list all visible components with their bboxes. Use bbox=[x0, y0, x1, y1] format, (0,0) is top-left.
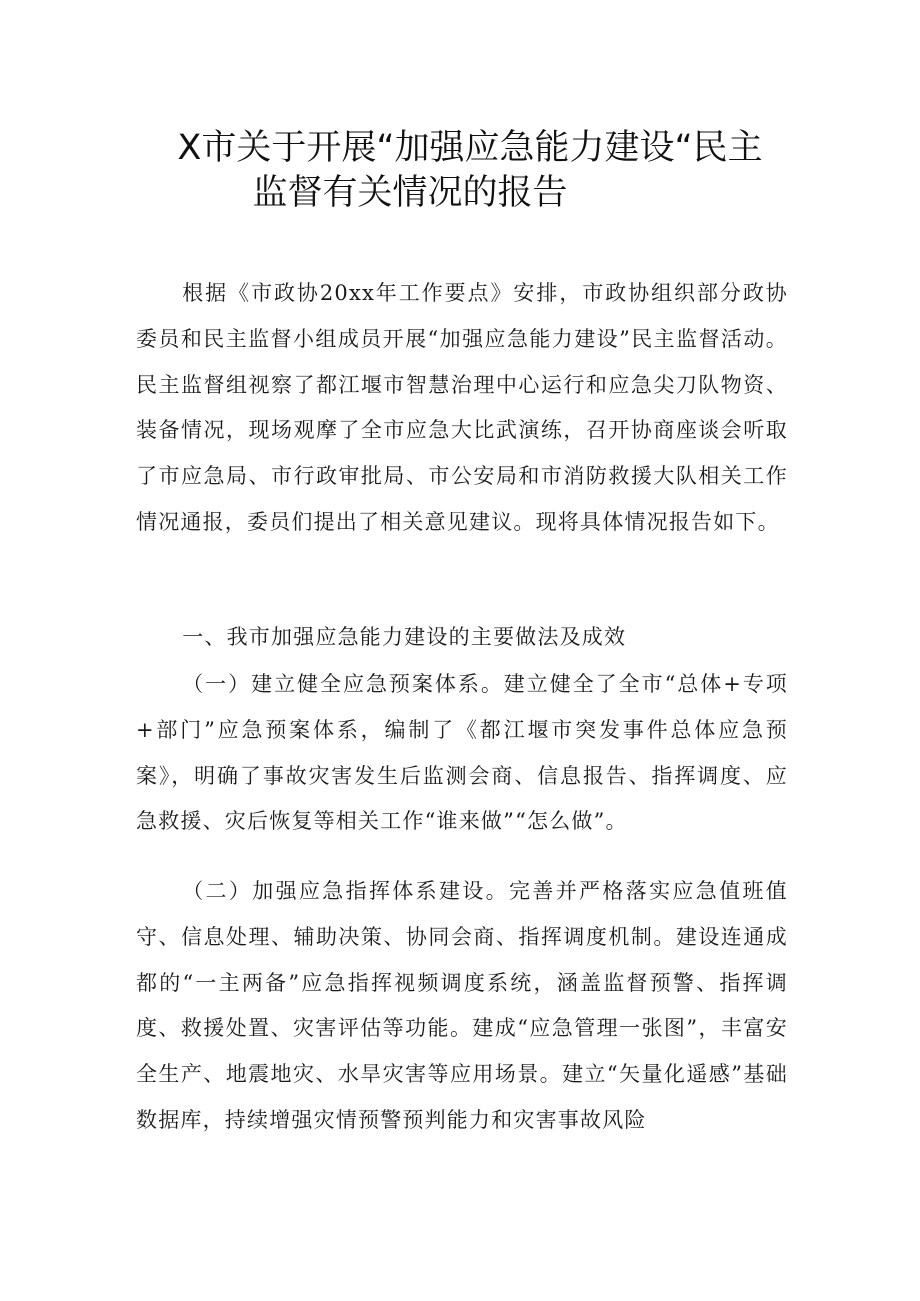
subsection-paragraph-2: （二）加强应急指挥体系建设。完善并严格落实应急值班值守、信息处理、辅助决策、协同会商、指挥调度机制。建设连通成都的“一主两备”应急指挥视频调度系统，涵盖监督预警、指挥调度、救援处置、灾害评估等功能。建成“应急管理一张图”，丰富安全生产、地震地灾、水旱灾害等应用场景。建立“矢量化遥感”基础数据库，持续增强灾情预警预判能力和灾害事故风险 bbox=[136, 879, 788, 1132]
section-heading-1: 一、我市加强应急能力建设的主要做法及成效 bbox=[182, 625, 627, 649]
document-title-line-2: 监督有关情况的报告 bbox=[252, 173, 568, 213]
intro-paragraph: 根据《市政协20xx年工作要点》安排，市政协组织部分政协委员和民主监督小组成员开展“加强应急能力建设”民主监督活动。民主监督组视察了都江堰市智慧治理中心运行和应急尖刀队物资、装备情况，现场观摩了全市应急大比武演练，召开协商座谈会听取了市应急局、市行政审批局、市公安局和市消防救援大队相关工作情况通报，委员们提出了相关意见建议。现将具体情况报告如下。 bbox=[136, 281, 788, 534]
subsection-paragraph-1: （一）建立健全应急预案体系。建立健全了全市“总体+专项+部门”应急预案体系，编制了《都江堰市突发事件总体应急预案》，明确了事故灾害发生后监测会商、信息报告、指挥调度、应急救援、灾后恢复等相关工作“谁来做”“怎么做”。 bbox=[136, 672, 788, 834]
document-title-line-1: X市关于开展“加强应急能力建设“民主 bbox=[177, 128, 763, 168]
